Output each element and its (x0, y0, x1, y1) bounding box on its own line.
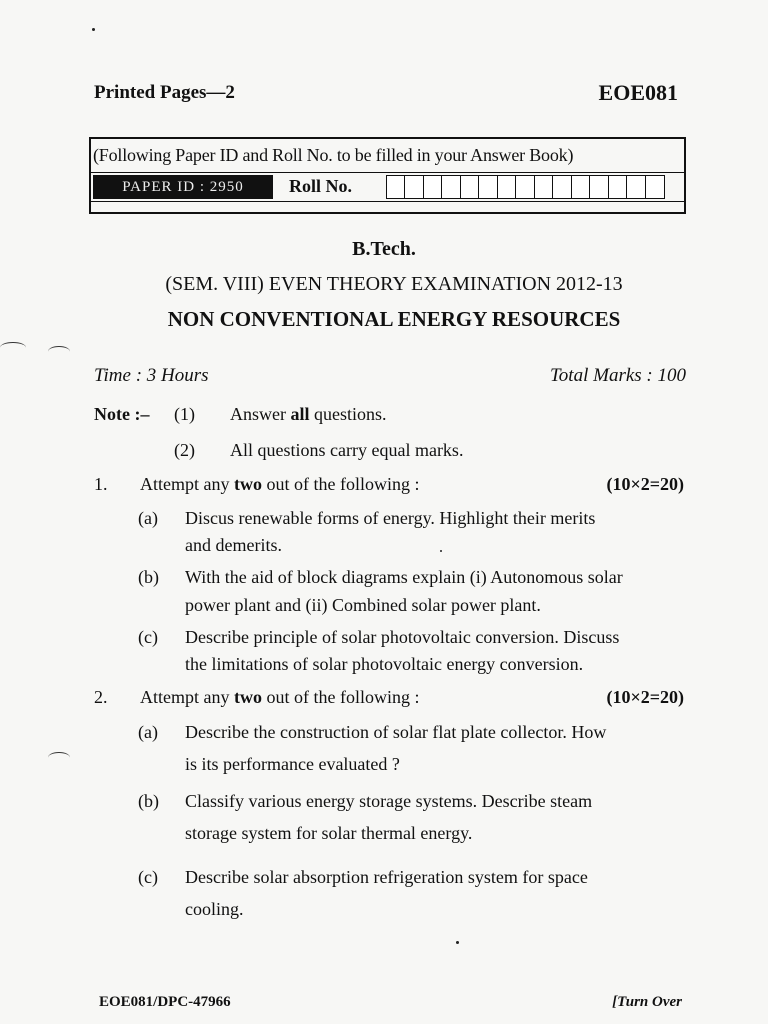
degree-heading: B.Tech. (352, 238, 416, 260)
part-label: (b) (138, 791, 159, 811)
paper-id-roll-box (89, 137, 686, 214)
part-text: Describe the construction of solar flat plate collector. How (185, 722, 607, 742)
note-text: Answer all questions. (230, 404, 387, 424)
roll-no-cell[interactable] (552, 175, 572, 199)
part-text: cooling. (185, 899, 244, 919)
question-number: 1. (94, 474, 108, 494)
question-marks: (10×2=20) (606, 474, 684, 494)
part-text: is its performance evaluated ? (185, 754, 400, 774)
scan-mark (48, 752, 70, 763)
part-text: Classify various energy storage systems. Describe steam (185, 791, 593, 811)
part-label: (c) (138, 627, 158, 647)
part-label: (b) (138, 567, 159, 587)
total-marks: Total Marks : 100 (549, 365, 686, 386)
part-text: and demerits. (185, 535, 282, 555)
part-label: (c) (138, 867, 158, 887)
part-text: Describe principle of solar photovoltaic conversion. Discuss (185, 627, 620, 647)
subject-title: NON CONVENTIONAL ENERGY RESOURCES (167, 307, 621, 331)
part-text: Discus renewable forms of energy. Highlight their merits (185, 508, 596, 528)
turn-over-label: [Turn Over (612, 994, 682, 1010)
roll-no-cell[interactable] (626, 175, 646, 199)
roll-no-cell[interactable] (645, 175, 665, 199)
note-text: All questions carry equal marks. (230, 440, 464, 460)
note-label: Note :– (94, 404, 150, 424)
footer-paper-code: EOE081/DPC-47966 (99, 994, 231, 1010)
part-label: (a) (138, 722, 158, 742)
question-prompt: Attempt any two out of the following : (140, 474, 420, 494)
part-text: power plant and (ii) Combined solar power plant. (185, 595, 541, 615)
part-text: With the aid of block diagrams explain (i) Autonomous solar (185, 567, 623, 587)
part-text: storage system for solar thermal energy. (185, 823, 473, 843)
note-number: (2) (174, 440, 195, 460)
scan-speck (440, 550, 442, 552)
question-prompt: Attempt any two out of the following : (140, 687, 420, 707)
roll-no-cell[interactable] (404, 175, 424, 199)
scan-mark (48, 346, 70, 357)
roll-no-cell[interactable] (478, 175, 498, 199)
id-box-instruction: (Following Paper ID and Roll No. to be filled in your Answer Book) (93, 145, 574, 165)
scan-mark (0, 342, 26, 353)
scan-speck (456, 941, 459, 944)
roll-no-cells (387, 175, 665, 199)
roll-no-cell[interactable] (534, 175, 554, 199)
roll-no-cell[interactable] (589, 175, 609, 199)
roll-no-cell[interactable] (571, 175, 591, 199)
part-text: the limitations of solar photovoltaic energy conversion. (185, 654, 584, 674)
question-marks: (10×2=20) (606, 687, 684, 707)
paper-code: EOE081 (598, 80, 678, 105)
roll-no-cell[interactable] (460, 175, 480, 199)
roll-no-label: Roll No. (289, 176, 352, 196)
note-number: (1) (174, 404, 195, 424)
roll-no-cell[interactable] (386, 175, 406, 199)
roll-no-cell[interactable] (423, 175, 443, 199)
time-allowed: Time : 3 Hours (94, 365, 209, 386)
part-text: Describe solar absorption refrigeration system for space (185, 867, 588, 887)
part-label: (a) (138, 508, 158, 528)
scan-speck (92, 28, 95, 31)
exam-title: (SEM. VIII) EVEN THEORY EXAMINATION 2012-13 (165, 273, 623, 295)
printed-pages-label: Printed Pages—2 (94, 82, 235, 103)
roll-no-cell[interactable] (441, 175, 461, 199)
id-box-divider (91, 172, 684, 173)
id-box-divider (91, 201, 684, 202)
roll-no-cell[interactable] (515, 175, 535, 199)
question-number: 2. (94, 687, 108, 707)
roll-no-cell[interactable] (497, 175, 517, 199)
paper-id-badge: PAPER ID : 2950 (93, 175, 273, 199)
roll-no-cell[interactable] (608, 175, 628, 199)
